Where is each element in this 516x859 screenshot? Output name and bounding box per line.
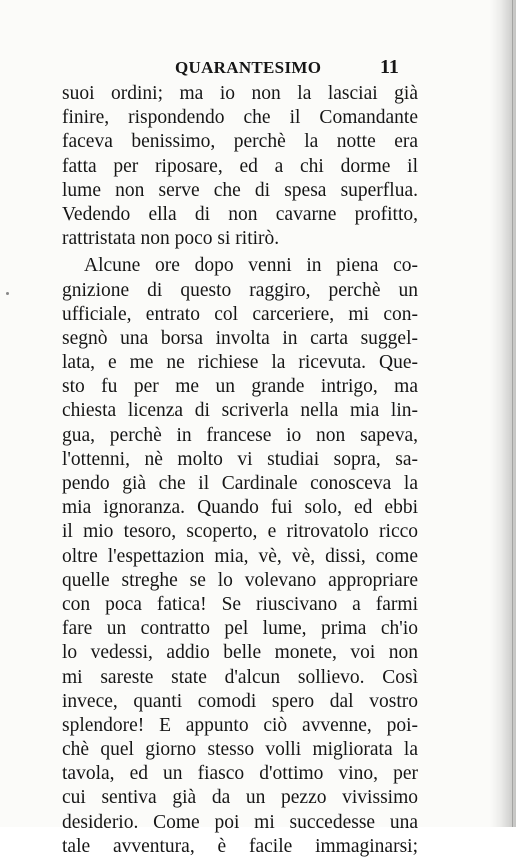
text-line: mia ignoranza. Quando fui solo, ed ebbi — [62, 497, 418, 519]
text-line: mi sareste state d'alcun sollievo. Così — [62, 666, 418, 688]
text-line: chè quel giorno stesso volli migliorata la — [62, 739, 418, 761]
text-line: gua, perchè in francese io non sapeva, — [62, 424, 418, 446]
text-line: l'ottenni, nè molto vi studiai sopra, sa- — [62, 448, 418, 470]
text-line: Alcune ore dopo venni in piena co- — [84, 255, 418, 277]
text-line: rattristata non poco si ritirò. — [62, 228, 280, 250]
margin-speck — [6, 292, 9, 295]
text-line: pendo già che il Cardinale conosceva la — [62, 473, 418, 494]
text-line: quelle streghe se lo volevano appropriare — [62, 569, 418, 591]
text-line: splendore! E appunto ciò avvenne, poi- — [62, 714, 418, 736]
text-line: faceva benissimo, perchè la notte era — [62, 131, 418, 153]
text-line: fare un contratto pel lume, prima ch'io — [62, 618, 418, 640]
text-line: segnò una borsa involta in carta suggel- — [62, 327, 418, 349]
text-line: suoi ordini; ma io non la lasciai già — [62, 83, 418, 104]
text-line: chiesta licenza di scriverla nella mia lin- — [62, 400, 418, 422]
text-line: ufficiale, entrato col carceriere, mi con- — [62, 303, 418, 325]
text-line: il mio tesoro, scoperto, e ritrovatolo ricco — [62, 521, 418, 543]
text-line: Vedendo ella di non cavarne profitto, — [62, 203, 418, 225]
text-line: lo vedessi, addio belle monete, voi non — [62, 642, 418, 664]
paragraph-1 — [62, 82, 418, 251]
body-text — [62, 82, 418, 859]
page-number: 11 — [380, 56, 399, 78]
paragraph-2 — [62, 254, 418, 859]
text-line: tale avventura, è facile immaginarsi; — [62, 835, 418, 857]
text-line: cui sentiva già da un pezzo vivissimo — [62, 787, 418, 809]
text-line: con poca fatica! Se riuscivano a farmi — [62, 593, 418, 615]
text-line: fatta per riposare, ed a chi dorme il — [62, 155, 418, 177]
text-line: tavola, ed un fiasco d'ottimo vino, per — [62, 763, 418, 785]
text-line: finire, rispondendo che il Comandante — [62, 107, 418, 129]
text-line: lata, e me ne richiese la ricevuta. Que- — [62, 352, 418, 374]
text-line: desiderio. Come poi mi succedesse una — [62, 811, 418, 833]
text-line: sto fu per me un grande intrigo, ma — [62, 376, 418, 398]
running-title: QUARANTESIMO — [175, 58, 322, 77]
page-edge-line — [512, 0, 513, 827]
text-line: lume non serve che di spesa superflua. — [62, 179, 418, 201]
text-line: invece, quanti comodi spero dal vostro — [62, 690, 418, 712]
text-line: gnizione di questo raggiro, perchè un — [62, 279, 418, 301]
text-line: oltre l'espettazion mia, vè, vè, dissi, come — [62, 545, 418, 567]
